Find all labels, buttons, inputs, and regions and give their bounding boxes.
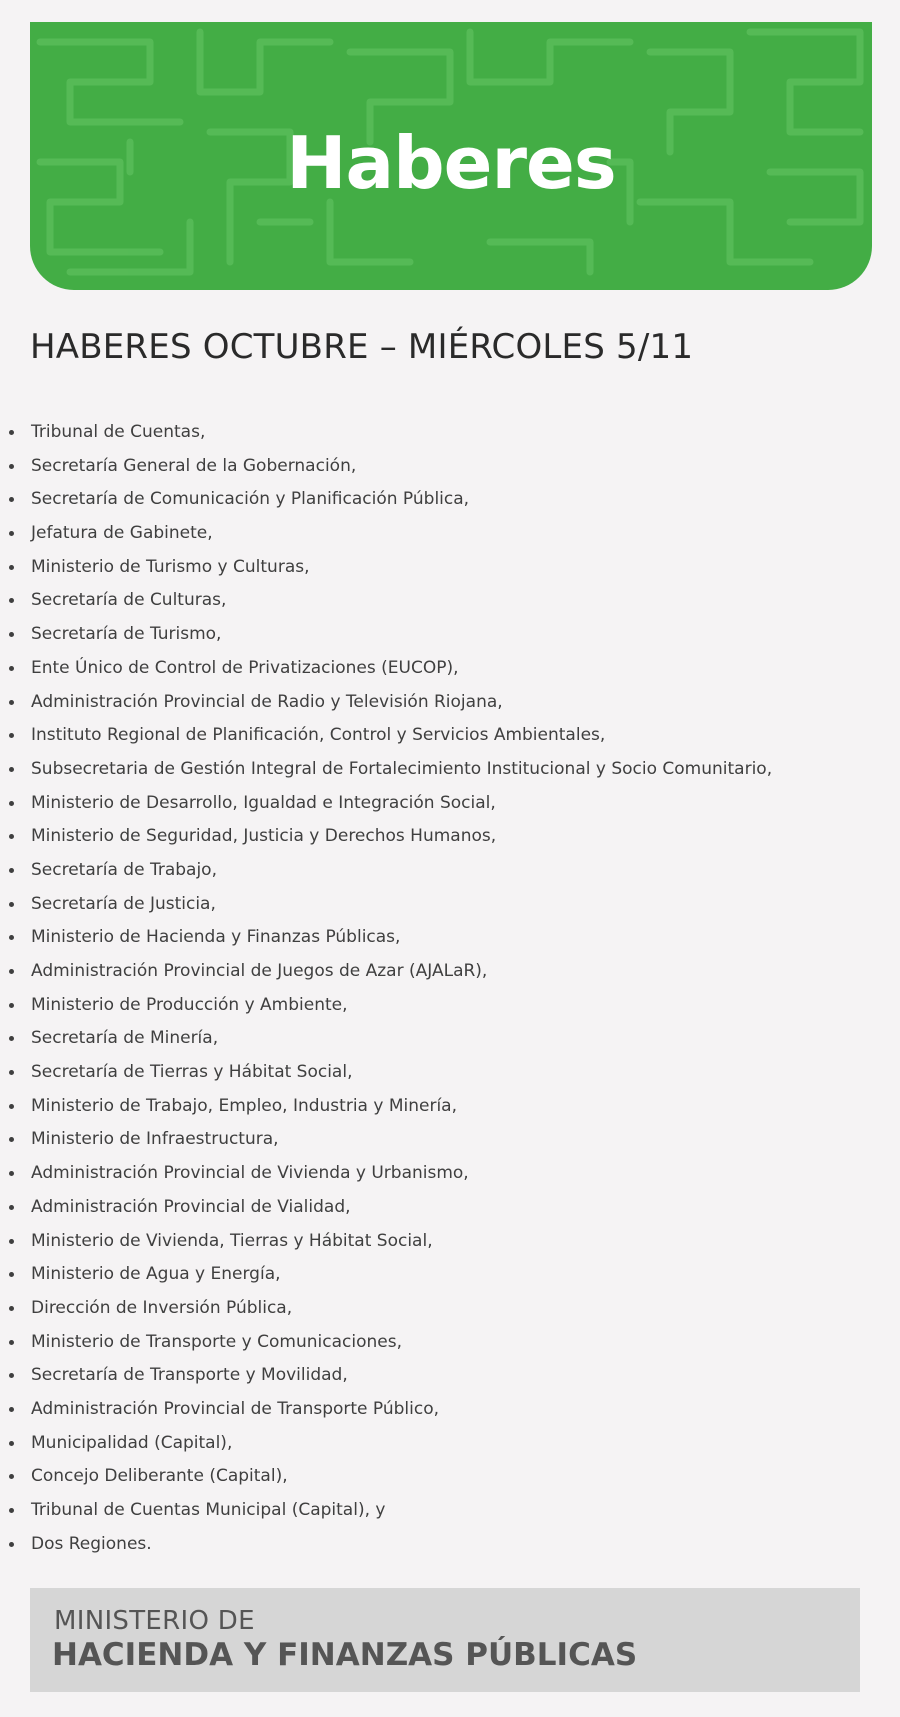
bullet-icon	[9, 1171, 14, 1176]
bullet-icon	[9, 1104, 14, 1109]
list-item	[0, 552, 900, 586]
bullet-icon	[9, 1239, 14, 1244]
list-item	[0, 619, 900, 653]
list-item-text: Secretaría de Culturas,	[31, 590, 227, 611]
list-item-text: Ministerio de Trabajo, Empleo, Industria y Minería,	[31, 1095, 457, 1116]
bullet-icon	[9, 598, 14, 603]
bullet-icon	[9, 1441, 14, 1446]
list-item-text: Secretaría de Comunicación y Planificación Pública,	[31, 489, 470, 510]
list-item	[0, 990, 900, 1024]
list-item	[0, 1226, 900, 1260]
list-item-text: Ministerio de Seguridad, Justicia y Derechos Humanos,	[31, 826, 497, 847]
list-item-text: Ministerio de Agua y Energía,	[31, 1264, 281, 1285]
list-item	[0, 1360, 900, 1394]
list-item	[0, 889, 900, 923]
bullet-icon	[9, 902, 14, 907]
bullet-icon	[9, 1542, 14, 1547]
bullet-icon	[9, 632, 14, 637]
ministry-logo-line1: MINISTERIO DE	[54, 1606, 255, 1636]
list-item	[0, 1461, 900, 1495]
list-item-text: Secretaría de Justicia,	[31, 893, 216, 914]
bullet-icon	[9, 700, 14, 705]
bullet-icon	[9, 733, 14, 738]
bullet-icon	[9, 464, 14, 469]
list-item	[0, 1529, 900, 1563]
bullet-icon	[9, 1272, 14, 1277]
list-item	[0, 821, 900, 855]
bullet-icon	[9, 497, 14, 502]
list-item	[0, 653, 900, 687]
list-item	[0, 484, 900, 518]
list-item	[0, 1293, 900, 1327]
list-item-text: Ente Único de Control de Privatizaciones (EUCOP),	[31, 657, 459, 678]
list-item	[0, 754, 900, 788]
list-item-text: Administración Provincial de Juegos de Azar (AJALaR),	[31, 961, 488, 981]
list-item	[0, 720, 900, 754]
bullet-icon	[9, 1306, 14, 1311]
list-item	[0, 956, 900, 990]
list-item	[0, 1394, 900, 1428]
bullet-icon	[9, 1036, 14, 1041]
bullet-icon	[9, 531, 14, 536]
ministry-logo-line2: HACIENDA Y FINANZAS PÚBLICAS	[52, 1637, 638, 1673]
list-item-text: Concejo Deliberante (Capital),	[31, 1466, 288, 1487]
list-item-text: Dos Regiones.	[31, 1533, 152, 1554]
list-item	[0, 1259, 900, 1293]
list-item-text: Subsecretaria de Gestión Integral de Fortalecimiento Institucional y Socio Comunitario,	[31, 758, 773, 779]
list-item-text: Secretaría de Minería,	[31, 1028, 219, 1049]
list-item-text: Secretaría de Trabajo,	[31, 859, 217, 880]
list-item	[0, 788, 900, 822]
bullet-icon	[9, 1508, 14, 1513]
list-item-text: Secretaría de Transporte y Movilidad,	[31, 1365, 348, 1386]
bullet-icon	[9, 1474, 14, 1479]
list-item-text: Ministerio de Desarrollo, Igualdad e Integración Social,	[31, 792, 496, 813]
bullet-icon	[9, 1205, 14, 1210]
bullet-icon	[9, 1070, 14, 1075]
list-item	[0, 1327, 900, 1361]
bullet-icon	[9, 767, 14, 772]
bullet-icon	[9, 565, 14, 570]
bullet-icon	[9, 969, 14, 974]
list-item-text: Dirección de Inversión Pública,	[31, 1297, 293, 1318]
list-item	[0, 1091, 900, 1125]
list-item-text: Ministerio de Hacienda y Finanzas Públicas,	[31, 927, 401, 948]
list-item-text: Ministerio de Transporte y Comunicaciones,	[31, 1331, 402, 1352]
bullet-icon	[9, 801, 14, 806]
list-item-text: Secretaría General de la Gobernación,	[31, 455, 357, 476]
bullet-icon	[9, 868, 14, 873]
page-title: HABERES OCTUBRE – MIÉRCOLES 5/11	[30, 327, 694, 367]
list-item-text: Administración Provincial de Vialidad,	[31, 1196, 351, 1217]
list-item	[0, 1158, 900, 1192]
bullet-icon	[9, 935, 14, 940]
list-item	[0, 1057, 900, 1091]
list-item	[0, 1023, 900, 1057]
list-item	[0, 451, 900, 485]
bullet-icon	[9, 1003, 14, 1008]
list-item	[0, 1192, 900, 1226]
list-item	[0, 585, 900, 619]
list-item	[0, 518, 900, 552]
list-item	[0, 687, 900, 721]
header-banner	[30, 22, 872, 290]
bullet-icon	[9, 834, 14, 839]
bullet-icon	[9, 1340, 14, 1345]
bullet-icon	[9, 1137, 14, 1142]
list-item-text: Administración Provincial de Transporte Público,	[31, 1398, 440, 1419]
list-item-text: Instituto Regional de Planificación, Control y Servicios Ambientales,	[31, 725, 606, 746]
bullet-icon	[9, 666, 14, 671]
bullet-icon	[9, 1373, 14, 1378]
bullet-icon	[9, 430, 14, 435]
list-item	[0, 1495, 900, 1529]
list-item-text: Administración Provincial de Radio y Televisión Riojana,	[31, 691, 503, 712]
list-item-text: Ministerio de Turismo y Culturas,	[31, 556, 310, 577]
list-item-text: Administración Provincial de Vivienda y Urbanismo,	[31, 1163, 469, 1184]
list-item	[0, 922, 900, 956]
list-item-text: Secretaría de Turismo,	[31, 624, 222, 645]
list-item	[0, 1124, 900, 1158]
list-item	[0, 417, 900, 451]
list-item-text: Secretaría de Tierras y Hábitat Social,	[31, 1062, 353, 1083]
list-item	[0, 1428, 900, 1462]
list-item-text: Ministerio de Infraestructura,	[31, 1129, 279, 1150]
list-item-text: Ministerio de Vivienda, Tierras y Hábitat Social,	[31, 1230, 433, 1251]
list-item	[0, 855, 900, 889]
banner-title: Haberes	[286, 121, 616, 205]
bullet-icon	[9, 1407, 14, 1412]
list-item-text: Jefatura de Gabinete,	[31, 523, 213, 544]
list-item-text: Municipalidad (Capital),	[31, 1432, 233, 1453]
list-item-text: Tribunal de Cuentas Municipal (Capital), y	[31, 1500, 386, 1520]
list-item-text: Tribunal de Cuentas,	[31, 422, 206, 442]
list-item-text: Ministerio de Producción y Ambiente,	[31, 994, 348, 1015]
ministry-logo	[30, 1588, 860, 1692]
entity-list	[0, 417, 900, 1562]
